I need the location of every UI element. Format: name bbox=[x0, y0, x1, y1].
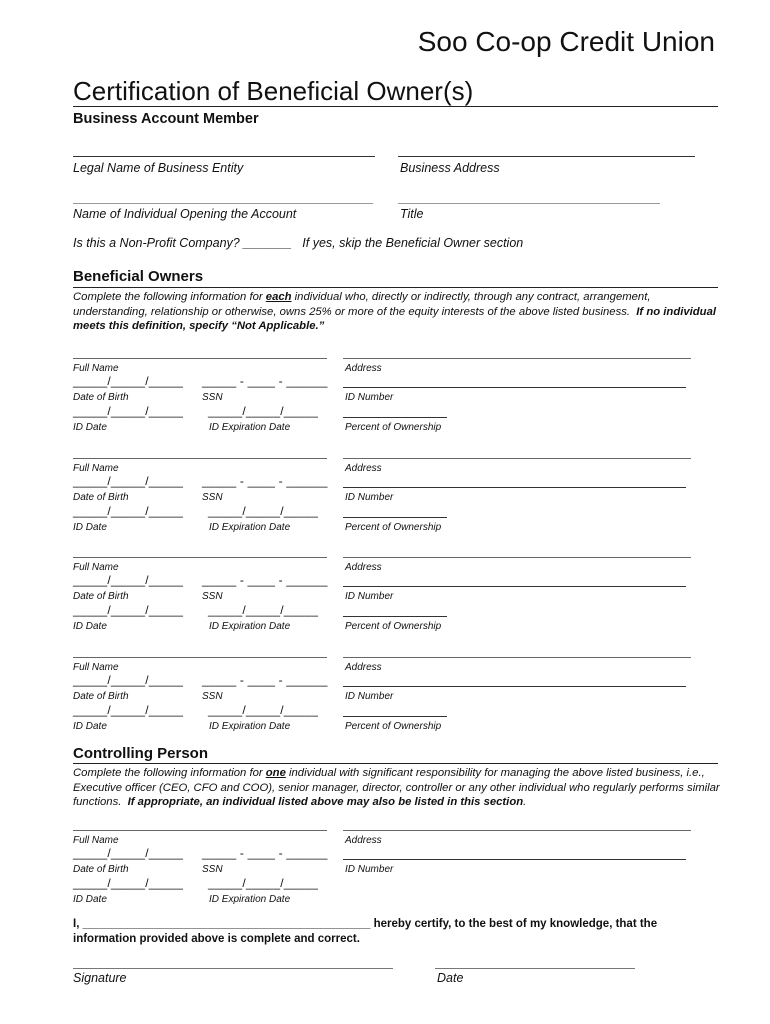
address-label: Address bbox=[345, 562, 382, 573]
ssn-field[interactable]: _____ - ____ - ______ bbox=[202, 573, 328, 587]
address-label: Address bbox=[345, 661, 382, 673]
legal-name-label: Legal Name of Business Entity bbox=[73, 161, 244, 175]
id-expiration-date-label: ID Expiration Date bbox=[209, 621, 291, 632]
id-expiration-date-field[interactable]: _____/_____/_____ bbox=[208, 404, 319, 418]
business-address-field[interactable] bbox=[398, 156, 695, 157]
date-of-birth-field[interactable]: _____/_____/_____ bbox=[73, 672, 184, 687]
ssn-field[interactable]: _____ - ____ - ______ bbox=[202, 672, 328, 687]
cp-intro-end: . bbox=[523, 796, 527, 808]
date-of-birth-label: Date of Birth bbox=[73, 491, 129, 503]
bo-intro-text-2: individual who, directly or indirectly, through any contract, arrangement, understanding, relationship or otherwise, owns 25% or more of the equity interests of the above listed business. bbox=[73, 291, 651, 318]
id-expiration-date-field[interactable]: _____/_____/_____ bbox=[208, 702, 319, 717]
signature-field[interactable] bbox=[73, 968, 393, 969]
date-of-birth-field[interactable]: _____/_____/_____ bbox=[73, 473, 184, 488]
ssn-label: SSN bbox=[202, 491, 223, 503]
cp-intro-text-2: individual with significant responsibility for managing the above listed business, i.e., Executive officer (CEO, CFO and COO), senior manager, director, controller or any other individual who regularly performs similar functions. bbox=[73, 767, 720, 808]
certification-statement bbox=[73, 917, 657, 946]
id-date-label: ID Date bbox=[73, 720, 107, 732]
date-of-birth-label: Date of Birth bbox=[73, 591, 129, 602]
percent-of-ownership-field[interactable] bbox=[343, 616, 447, 617]
nonprofit-question[interactable] bbox=[73, 236, 523, 250]
cp-intro-bold: If appropriate, an individual listed above may also be listed in this section bbox=[127, 796, 524, 808]
date-of-birth-field[interactable]: _____/_____/_____ bbox=[73, 374, 184, 388]
signature-date-field[interactable] bbox=[435, 968, 635, 969]
address-field[interactable] bbox=[343, 557, 691, 558]
date-of-birth-label: Date of Birth bbox=[73, 690, 129, 702]
id-date-label: ID Date bbox=[73, 894, 107, 905]
business-section-heading: Business Account Member bbox=[73, 111, 259, 127]
legal-name-field[interactable] bbox=[73, 156, 375, 157]
date-of-birth-label: Date of Birth bbox=[73, 864, 129, 875]
full-name-label: Full Name bbox=[73, 562, 119, 573]
id-date-label: ID Date bbox=[73, 521, 107, 533]
id-expiration-date-field[interactable]: _____/_____/_____ bbox=[208, 503, 319, 518]
full-name-field[interactable] bbox=[73, 830, 327, 831]
ssn-field[interactable]: _____ - ____ - ______ bbox=[202, 846, 328, 860]
full-name-label: Full Name bbox=[73, 462, 119, 474]
certifier-name-field[interactable]: _____________________________________________ bbox=[82, 918, 371, 930]
title-label: Title bbox=[400, 207, 424, 221]
id-number-field[interactable] bbox=[343, 686, 686, 687]
ssn-label: SSN bbox=[202, 864, 223, 875]
address-label: Address bbox=[345, 835, 382, 846]
id-date-field[interactable]: _____/_____/_____ bbox=[73, 603, 184, 617]
cert-suffix: hereby certify, to the best of my knowledge, that the bbox=[370, 918, 658, 930]
address-field[interactable] bbox=[343, 458, 691, 459]
address-label: Address bbox=[345, 462, 382, 474]
percent-of-ownership-label: Percent of Ownership bbox=[345, 521, 442, 533]
full-name-label: Full Name bbox=[73, 661, 119, 673]
id-date-label: ID Date bbox=[73, 621, 107, 632]
id-date-field[interactable]: _____/_____/_____ bbox=[73, 404, 184, 418]
title-rule bbox=[73, 106, 718, 107]
date-of-birth-field[interactable]: _____/_____/_____ bbox=[73, 573, 184, 587]
id-number-label: ID Number bbox=[345, 864, 394, 875]
address-field[interactable] bbox=[343, 830, 691, 831]
cp-intro-emphasis: one bbox=[265, 767, 286, 779]
id-number-label: ID Number bbox=[345, 690, 394, 702]
controlling-person-rule bbox=[73, 763, 718, 764]
percent-of-ownership-field[interactable] bbox=[343, 517, 447, 518]
address-field[interactable] bbox=[343, 358, 691, 359]
id-number-field[interactable] bbox=[343, 487, 686, 488]
date-of-birth-label: Date of Birth bbox=[73, 392, 129, 403]
full-name-label: Full Name bbox=[73, 363, 119, 374]
bo-intro-bold: If no individual meets this definition, specify “Not Applicable.” bbox=[73, 305, 716, 332]
cert-prefix: I, bbox=[73, 918, 83, 930]
id-expiration-date-label: ID Expiration Date bbox=[209, 521, 291, 533]
ssn-label: SSN bbox=[202, 690, 223, 702]
id-number-field[interactable] bbox=[343, 586, 686, 587]
percent-of-ownership-field[interactable] bbox=[343, 417, 447, 418]
address-field[interactable] bbox=[343, 657, 691, 658]
full-name-field[interactable] bbox=[73, 358, 327, 359]
ssn-label: SSN bbox=[202, 591, 223, 602]
percent-of-ownership-label: Percent of Ownership bbox=[345, 422, 442, 433]
beneficial-owners-intro bbox=[73, 290, 728, 334]
id-date-field[interactable]: _____/_____/_____ bbox=[73, 876, 184, 890]
business-address-label: Business Address bbox=[400, 161, 500, 175]
cert-line-2: information provided above is complete and correct. bbox=[73, 932, 360, 945]
id-number-label: ID Number bbox=[345, 491, 394, 503]
page-title: Certification of Beneficial Owner(s) bbox=[73, 76, 474, 106]
id-number-field[interactable] bbox=[343, 387, 686, 388]
percent-of-ownership-label: Percent of Ownership bbox=[345, 720, 442, 732]
ssn-field[interactable]: _____ - ____ - ______ bbox=[202, 473, 328, 488]
id-number-field[interactable] bbox=[343, 859, 686, 860]
controlling-person-intro bbox=[73, 766, 728, 810]
beneficial-owners-heading: Beneficial Owners bbox=[73, 268, 204, 285]
full-name-field[interactable] bbox=[73, 458, 327, 459]
id-date-label: ID Date bbox=[73, 422, 107, 433]
nonprofit-note: If yes, skip the Beneficial Owner section bbox=[302, 236, 524, 250]
ssn-label: SSN bbox=[202, 392, 223, 403]
individual-name-label: Name of Individual Opening the Account bbox=[73, 207, 297, 221]
id-expiration-date-label: ID Expiration Date bbox=[209, 894, 291, 905]
bo-intro-emphasis: each bbox=[265, 291, 292, 303]
individual-title-field[interactable] bbox=[398, 203, 660, 204]
organization-name: Soo Co-op Credit Union bbox=[417, 26, 715, 57]
id-number-label: ID Number bbox=[345, 591, 394, 602]
id-expiration-date-field[interactable]: _____/_____/_____ bbox=[208, 603, 319, 617]
beneficial-owners-rule bbox=[73, 287, 718, 288]
address-label: Address bbox=[345, 363, 382, 374]
id-expiration-date-label: ID Expiration Date bbox=[209, 720, 291, 732]
full-name-field[interactable] bbox=[73, 557, 327, 558]
ssn-field[interactable]: _____ - ____ - ______ bbox=[202, 374, 328, 388]
id-expiration-date-label: ID Expiration Date bbox=[209, 422, 291, 433]
full-name-field[interactable] bbox=[73, 657, 327, 658]
cp-intro-text-1: Complete the following information for bbox=[73, 767, 266, 779]
full-name-label: Full Name bbox=[73, 835, 119, 846]
signature-date-label: Date bbox=[437, 971, 464, 985]
date-of-birth-field[interactable]: _____/_____/_____ bbox=[73, 846, 184, 860]
id-date-field[interactable]: _____/_____/_____ bbox=[73, 702, 184, 717]
individual-name-field[interactable] bbox=[73, 203, 373, 204]
percent-of-ownership-field[interactable] bbox=[343, 716, 447, 717]
id-number-label: ID Number bbox=[345, 392, 394, 403]
percent-of-ownership-label: Percent of Ownership bbox=[345, 621, 442, 632]
controlling-person-heading: Controlling Person bbox=[73, 745, 208, 762]
id-expiration-date-field[interactable]: _____/_____/_____ bbox=[208, 876, 319, 890]
nonprofit-question-text: Is this a Non-Profit Company? _______ bbox=[73, 236, 292, 250]
signature-label: Signature bbox=[73, 971, 127, 985]
id-date-field[interactable]: _____/_____/_____ bbox=[73, 503, 184, 518]
bo-intro-text-1: Complete the following information for bbox=[73, 291, 266, 303]
